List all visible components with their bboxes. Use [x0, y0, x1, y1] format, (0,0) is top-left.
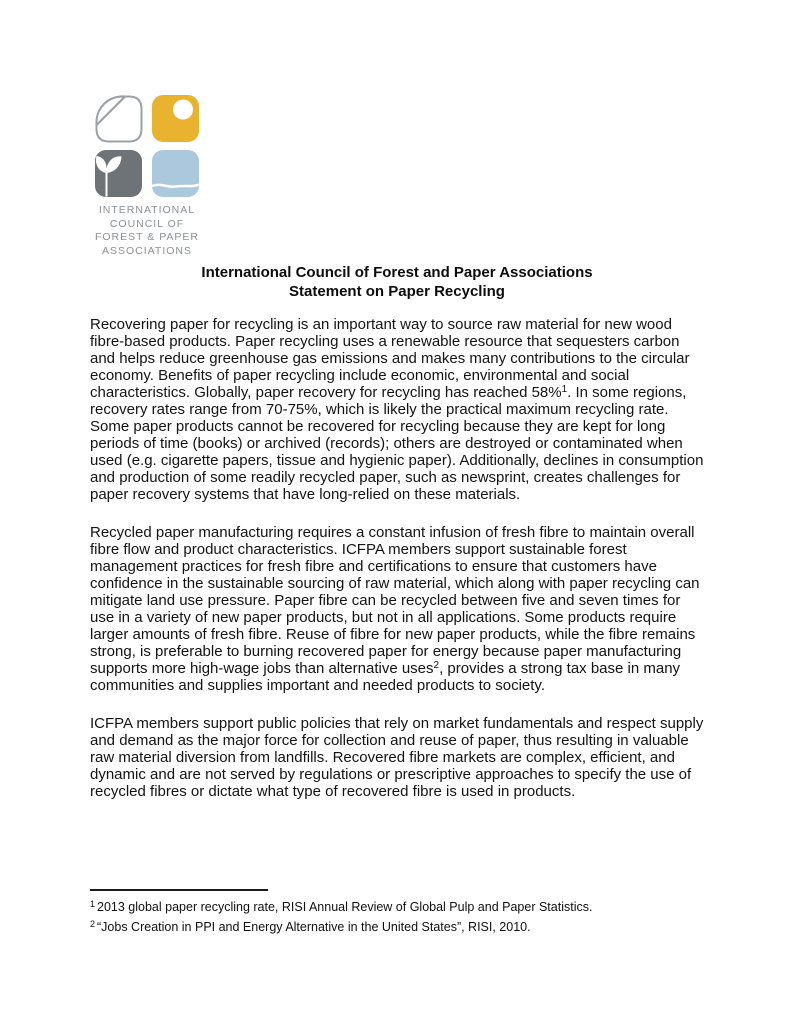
paragraph-3-text: ICFPA members support public policies that rely on market fundamentals and respect supply and demand as the major force for collection and reuse of paper, thus resulting in valuable raw material diversion from landfills. Recovered fibre markets are complex, efficient, and dynamic and are not served by regulations or prescriptive approaches to specify the use of recycled fibres or dictate what type of recovered fibre is used in products.: [90, 715, 704, 800]
wordmark-line-1: INTERNATIONAL: [98, 204, 196, 216]
footnote-separator: [90, 889, 268, 891]
title-line-2: Statement on Paper Recycling: [289, 282, 505, 300]
wordmark-line-4: ASSOCIATIONS: [102, 244, 192, 257]
icfpa-logo: [95, 95, 199, 258]
wordmark-line-3: FOREST & PAPER: [94, 231, 200, 243]
footnote-1-text: 2013 global paper recycling rate, RISI Annual Review of Global Pulp and Paper Statistics.: [97, 900, 593, 914]
footnote-1: [90, 897, 708, 917]
paragraph-2-text: Recycled paper manufacturing requires a constant infusion of fresh fibre to maintain overall fibre flow and product characteristics. ICFPA members support sustainable forest management practices for fresh fibre and certifications to ensure that customers have confidence in the sustainable sourcing of raw material, which along with paper recycling can mitigate land use pressure. Paper fibre can be recycled between five and seven times for use in a variety of new paper products, but not in all applications. Some products require larger amounts of fresh fibre. Reuse of fibre for new paper products, while the fibre remains strong, is preferable to burning recovered paper for energy because paper manufacturing supports more high-wage jobs than alternative uses: [90, 524, 700, 677]
gold-square: [152, 95, 199, 142]
paragraph-1-text-continued: . In some regions, recovery rates range from 70-75%, which is likely the practical maximum recycling rate. Some paper products cannot be recovered for recycling because they are kept for long periods of time (books) or archived (records); others are destroyed or contaminated when used (e.g. cigarette papers, tissue and hygienic paper). Additionally, declines in consumption and production of some readily recycled paper, such as newsprint, creates challenges for paper recovery systems that have long-relied on these materials.: [90, 384, 704, 503]
blue-square: [152, 150, 199, 197]
footnotes-section: [90, 897, 708, 937]
footnote-ref-1: 1: [561, 384, 568, 395]
footnote-2: [90, 917, 708, 937]
footnote-2-marker: 2: [90, 919, 96, 929]
document-body: [90, 316, 708, 821]
paragraph-2: [90, 524, 708, 694]
paragraph-3: [90, 715, 708, 800]
footnote-2-text: “Jobs Creation in PPI and Energy Alternative in the United States”, RISI, 2010.: [97, 920, 531, 934]
paragraph-2-text-continued: , provides a strong tax base in many communities and supplies important and needed products to society.: [90, 660, 681, 694]
paragraph-1-text: Recovering paper for recycling is an important way to source raw material for new wood fibre-based products. Paper recycling uses a renewable resource that sequesters carbon and helps reduce greenhouse gas emissions and makes many contributions to the circular economy. Benefits of paper recycling include economic, environmental and social characteristics. Globally, paper recovery for recycling has reached 58%: [90, 316, 690, 401]
paragraph-1: [90, 316, 708, 503]
wordmark-line-2: COUNCIL OF: [109, 217, 185, 230]
document-title: [90, 264, 704, 301]
footnote-ref-2: 2: [433, 660, 440, 671]
footnote-1-marker: 1: [90, 899, 96, 909]
icfpa-logo-graphic: [95, 95, 199, 197]
title-line-1: International Council of Forest and Paper Associations: [201, 264, 593, 281]
sun-circle-icon: [173, 100, 193, 120]
logo-wordmark: [67, 204, 227, 258]
